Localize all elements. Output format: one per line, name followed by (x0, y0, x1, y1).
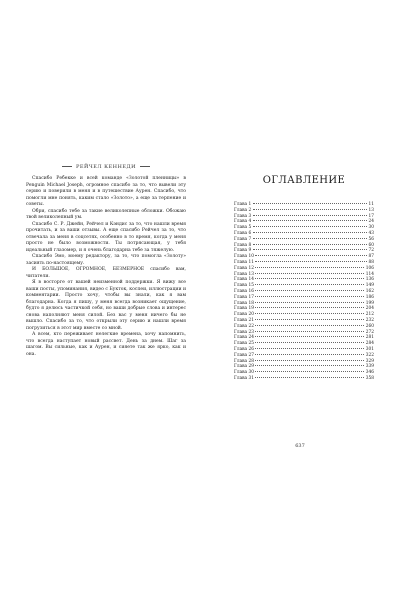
toc-leader-dots (255, 319, 364, 320)
acknowledgements-text (26, 176, 186, 358)
toc-entry-label: Глава 26 (234, 346, 254, 352)
toc-entry-page: 114 (365, 271, 374, 277)
toc-leader-dots (255, 267, 364, 268)
toc-entry-label: Глава 16 (234, 288, 254, 294)
toc-entry-label: Глава 7 (234, 236, 252, 242)
toc-list (234, 202, 374, 382)
paragraph: Обри, спасибо тебе за такие великолепные обложки. Обожаю твой великолепный ум. (26, 208, 186, 220)
toc-entry-page: 212 (365, 312, 374, 318)
toc-entry-label: Глава 28 (234, 358, 254, 364)
toc-entry-label: Глава 9 (234, 248, 252, 254)
toc-entry-page: 136 (365, 277, 374, 283)
toc-entry-page: 60 (368, 242, 374, 248)
toc-entry-label: Глава 30 (234, 370, 254, 376)
toc-entry-page: 149 (365, 283, 374, 289)
paragraph: Спасибо С. Р. Джейн, Рейчел и Кэндис за то, что нашли время прочитать, и за ваши отзывы. А еще спасибо Рейчел за то, что отвечала за меня в соцсетях, особенно в то время, когда у меня просто не было возможности. Ты потрясающая, у тебя идеальный глазомер, и я очень благодарна тебе за тяжелую. (26, 221, 186, 253)
toc-entry-page: 13 (368, 207, 374, 213)
toc-entry-label: Глава 18 (234, 300, 254, 306)
toc-leader-dots (255, 273, 364, 274)
toc-entry-page: 162 (365, 288, 374, 294)
toc-leader-dots (255, 290, 364, 291)
toc-leader-dots (253, 249, 367, 250)
paragraph: А всем, кто переживает нелегкие времена, хочу напомнить, что всегда наступает новый рассвет. День за днем. Шаг за шагом. Вы сильные, как и Аурен, и сияете так же ярко, как и она. (26, 332, 186, 357)
toc-leader-dots (255, 371, 364, 372)
toc-entry-page: 30 (368, 225, 374, 231)
toc-entry-label: Глава 14 (234, 277, 254, 283)
toc-leader-dots (255, 365, 364, 366)
toc-entry-page: 281 (365, 335, 374, 341)
toc-entry-page: 17 (368, 213, 374, 219)
toc-leader-dots (255, 342, 364, 343)
toc-entry-label: Глава 25 (234, 341, 254, 347)
toc-entry-label: Глава 27 (234, 352, 254, 358)
toc-leader-dots (255, 313, 364, 314)
toc-title: ОГЛАВЛЕНИЕ (262, 175, 346, 186)
toc-leader-dots (255, 284, 364, 285)
toc-entry-label: Глава 11 (234, 259, 254, 265)
toc-entry-label: Глава 1 (234, 202, 252, 207)
toc-entry-page: 260 (365, 323, 374, 329)
toc-entry-label: Глава 19 (234, 306, 254, 312)
toc-leader-dots (253, 238, 367, 239)
toc-entry-page: 301 (365, 346, 374, 352)
page-number: 637 (295, 443, 305, 449)
toc-leader-dots (255, 296, 364, 297)
toc-entry[interactable] (234, 376, 374, 382)
toc-leader-dots (255, 278, 364, 279)
toc-entry-page: 11 (368, 202, 374, 207)
toc-entry-label: Глава 5 (234, 225, 252, 231)
toc-entry-page: 106 (365, 265, 374, 271)
toc-entry-page: 43 (368, 230, 374, 236)
toc-entry-page: 284 (365, 341, 374, 347)
toc-entry-label: Глава 17 (234, 294, 254, 300)
toc-entry-page: 339 (365, 364, 374, 370)
toc-entry-label: Глава 20 (234, 312, 254, 318)
toc-entry-page: 232 (365, 317, 374, 323)
toc-entry-label: Глава 6 (234, 230, 252, 236)
toc-entry-label: Глава 8 (234, 242, 252, 248)
toc-entry-label: Глава 23 (234, 329, 254, 335)
running-head-text: РЕЙЧЕЛ КЕННЕДИ (76, 164, 136, 170)
toc-leader-dots (253, 226, 367, 227)
toc-entry-label: Глава 29 (234, 364, 254, 370)
toc-leader-dots (255, 377, 364, 378)
toc-leader-dots (255, 302, 364, 303)
toc-entry-label: Глава 21 (234, 317, 254, 323)
paragraph: И БОЛЬШОЕ, ОГРОМНОЕ, БЕЗМЕРНОЕ спасибо вам, читатели. (26, 267, 186, 279)
toc-leader-dots (253, 220, 367, 221)
toc-entry-page: 358 (365, 375, 374, 381)
toc-entry-label: Глава 31 (234, 375, 254, 381)
toc-leader-dots (255, 261, 367, 262)
paragraph: Я в восторге от вашей неизменной поддержки. Я вижу все ваши посты, упоминания, видео с Букток, коспеи, иллюстрации и комментарии. Просто хочу, чтобы вы знали, как я вам благодарна. Когда я пишу, у меня всегда возникает ощущение, будто я делюсь частичкой себя, но ваши добрые слова и интерес снова наполняют меня силой. Без вас у меня ничего бы не вышло. Спасибо за то, что открыли эту серию и нашли время погрузиться в этот мир вместе со мной. (26, 280, 186, 331)
paragraph: Спасибо Ребекке и всей команде «Золотой пленницы» в Penguin Michael Joseph, огромное спасибо за то, что вывели эту серию и поверили в меня и в путешествие Аурен. Спасибо, что помогли мне понять, каким стало «Золото», а еще за терпение и советы. (26, 176, 186, 207)
toc-entry-label: Глава 3 (234, 213, 252, 219)
toc-entry-page: 272 (365, 329, 374, 335)
running-head-rule-right (140, 166, 150, 167)
toc-entry-page: 346 (365, 370, 374, 376)
toc-entry-label: Глава 24 (234, 335, 254, 341)
toc-entry-page: 87 (368, 254, 374, 260)
toc-entry-page: 204 (365, 306, 374, 312)
toc-leader-dots (255, 255, 367, 256)
toc-entry-page: 199 (365, 300, 374, 306)
toc-entry-page: 72 (368, 248, 374, 254)
running-head (26, 164, 186, 170)
toc-leader-dots (253, 244, 367, 245)
running-head-rule-left (62, 166, 72, 167)
toc-entry-label: Глава 4 (234, 219, 252, 225)
toc-entry-label: Глава 22 (234, 323, 254, 329)
toc-entry-page: 329 (365, 358, 374, 364)
toc-leader-dots (253, 232, 367, 233)
toc-entry-label: Глава 13 (234, 271, 254, 277)
toc-entry-page: 322 (365, 352, 374, 358)
toc-entry-page: 56 (368, 236, 374, 242)
toc-leader-dots (255, 354, 364, 355)
toc-leader-dots (255, 360, 364, 361)
toc-leader-dots (255, 331, 364, 332)
toc-entry-page: 24 (368, 219, 374, 225)
toc-leader-dots (253, 203, 367, 204)
toc-leader-dots (255, 325, 364, 326)
toc-leader-dots (253, 215, 367, 216)
toc-leader-dots (255, 307, 364, 308)
toc-leader-dots (253, 209, 367, 210)
right-page (200, 0, 400, 600)
toc-entry-label: Глава 2 (234, 207, 252, 213)
paragraph: Спасибо Эмо, моему редактору, за то, что помогла «Золоту» засиять по-настоящему. (26, 254, 186, 266)
toc-leader-dots (255, 336, 364, 337)
toc-entry-page: 186 (365, 294, 374, 300)
toc-entry-label: Глава 10 (234, 254, 254, 260)
toc-entry-label: Глава 12 (234, 265, 254, 271)
toc-entry-page: 88 (368, 259, 374, 265)
toc-entry-label: Глава 15 (234, 283, 254, 289)
toc-leader-dots (255, 348, 364, 349)
